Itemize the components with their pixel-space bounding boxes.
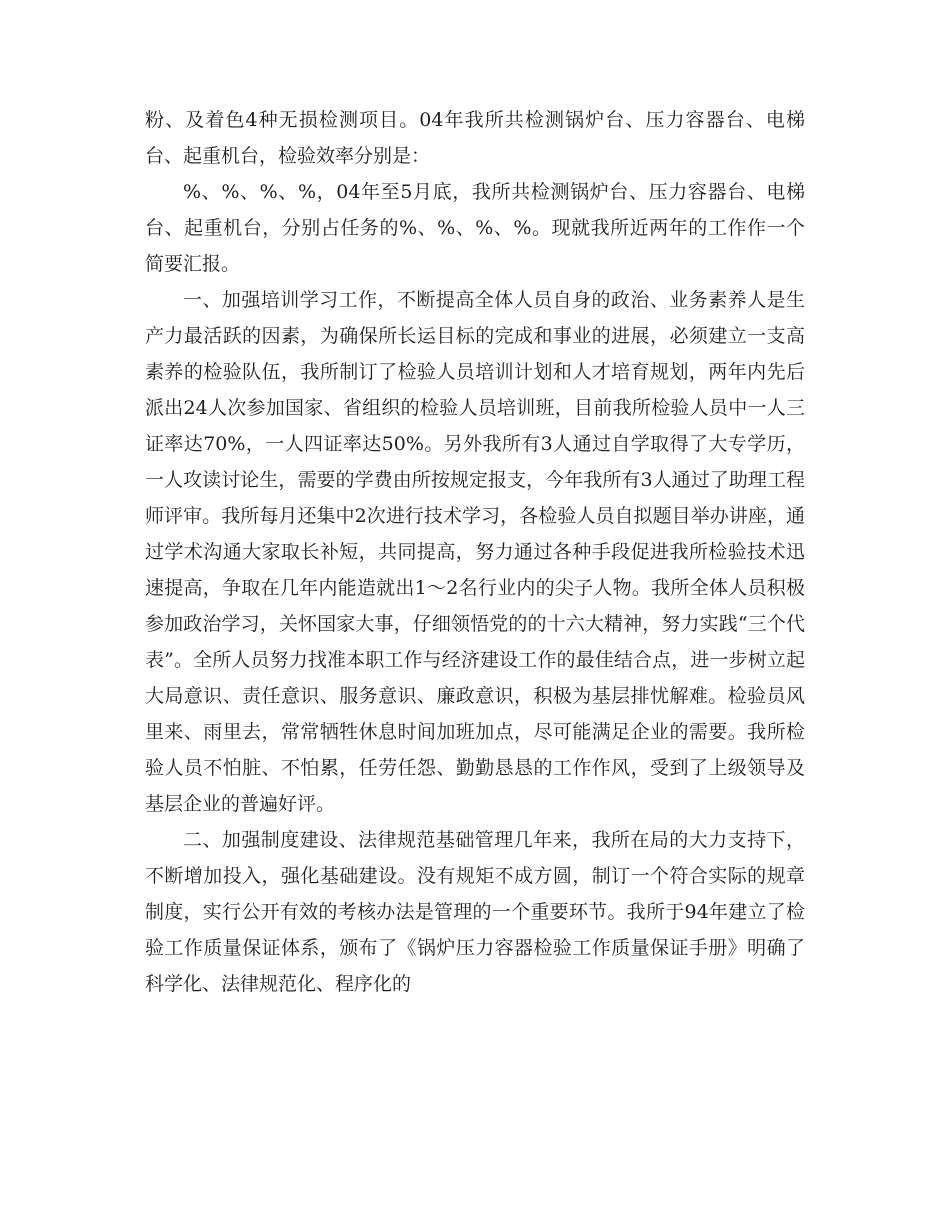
paragraph-4: 二、加强制度建设、法律规范基础管理几年来，我所在局的大力支持下，不断增加投入，强化基础建设。没有规矩不成方圆，制订一个符合实际的规章制度，实行公开有效的考核办法是管理的一个重要环节。我所于94年建立了检验工作质量保证体系，颁布了《锅炉压力容器检验工作质量保证手册》明确了科学化、法律规范化、程序化的 — [145, 829, 805, 995]
document-body — [145, 102, 805, 1002]
paragraph-3: 一、加强培训学习工作，不断提高全体人员自身的政治、业务素养人是生产力最活跃的因素，为确保所长运目标的完成和事业的进展，必须建立一支高素养的检验队伍，我所制订了检验人员培训计划和人才培育规划，两年内先后派出24人次参加国家、省组织的检验人员培训班，目前我所检验人员中一人三证率达70%，一人四证率达50%。另外我所有3人通过自学取得了大专学历，一人攻读讨论生，需要的学费由所按规定报支，今年我所有3人通过了助理工程师评审。我所每月还集中2次进行技术学习，各检验人员自拟题目举办讲座，通过学术沟通大家取长补短，共同提高，努力通过各种手段促进我所检验技术迅速提高，争取在几年内能造就出1～2名行业内的尖子人物。我所全体人员积极参加政治学习，关怀国家大事，仔细领悟党的的十六大精神，努力实践“三个代表”。全所人员努力找准本职工作与经济建设工作的最佳结合点，进一步树立起大局意识、责任意识、服务意识、廉政意识，积极为基层排忧解难。检验员风里来、雨里去，常常牺牲休息时间加班加点，尽可能满足企业的需要。我所检验人员不怕脏、不怕累，任劳任怨、勤勤恳恳的工作作风，受到了上级领导及基层企业的普遍好评。 — [145, 289, 805, 815]
paragraph-2: %、%、%、%，04年至5月底，我所共检测锅炉台、压力容器台、电梯台、起重机台，分别占任务的%、%、%、%。现就我所近两年的工作作一个简要汇报。 — [145, 181, 805, 275]
paragraph-1: 粉、及着色4种无损检测项目。04年我所共检测锅炉台、压力容器台、电梯台、起重机台，检验效率分别是： — [145, 109, 805, 167]
